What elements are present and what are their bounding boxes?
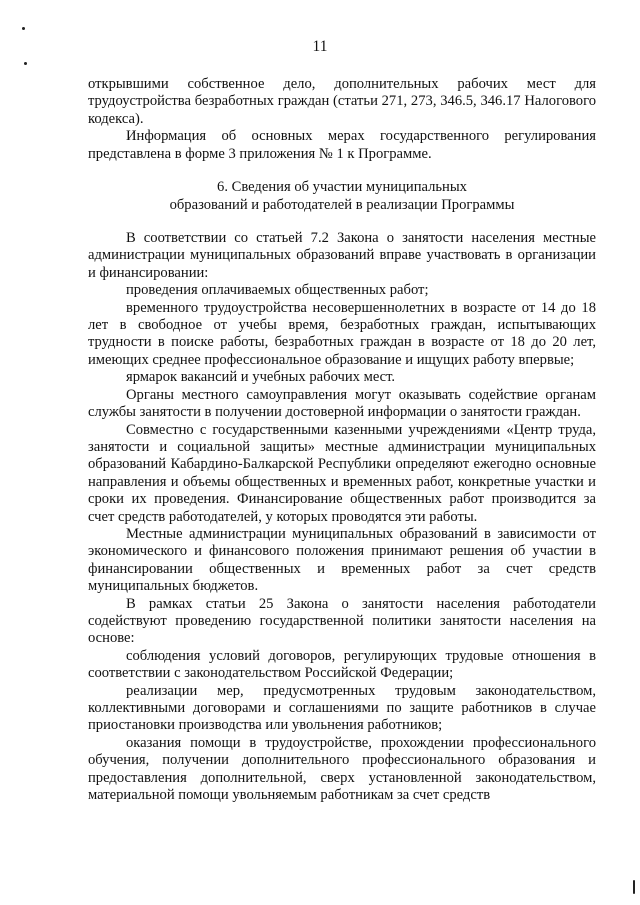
- paragraph: Совместно с государственными казенными учреждениями «Центр труда, занятости и социальной защиты» местные администрации муниципальных образований Кабардино-Балкарской Республики определяют ежегодно основные направления и объемы общественных и временных работ, конкретные участки и сроки их проведения. Финансирование общественных работ производится за счет средств работодателей, у которых проводятся эти работы.: [88, 421, 596, 525]
- paragraph: Информация об основных мерах государственного регулирования представлена в форме 3 приложения № 1 к Программе.: [88, 128, 596, 162]
- list-item: оказания помощи в трудоустройстве, прохождении профессионального обучения, получении дополнительного профессионального образования и предоставления дополнительной, сверх установленной законодательством, материальной помощи увольняемым работникам за счет средств: [88, 734, 596, 804]
- list-item: временного трудоустройства несовершеннолетних в возрасте от 14 до 18 лет в свободное от учебы время, безработных граждан, испытывающих трудности в поиске работы, безработных граждан в возрасте от 18 до 20 лет, имеющих среднее профессиональное образование и ищущих работу впервые;: [88, 299, 596, 368]
- paragraph: Местные администрации муниципальных образований в зависимости от экономического и финансового положения принимают решения об участии в финансировании общественных и временных работ за счет средств муниципальных бюджетов.: [88, 525, 596, 595]
- paragraph: В соответствии со статьей 7.2 Закона о занятости населения местные администрации муниципальных образований вправе участвовать в организации и финансировании:: [88, 230, 596, 281]
- document-body: [88, 76, 596, 804]
- section-heading-line: образований и работодателей в реализации Программы: [169, 197, 515, 214]
- scan-artifact-dot: [24, 62, 27, 65]
- scan-artifact-dot: [22, 27, 25, 30]
- paragraph-continuation: открывшими собственное дело, дополнительных рабочих мест для трудоустройства безработных граждан (статьи 271, 273, 346.5, 346.17 Налогового кодекса).: [88, 76, 596, 127]
- scan-artifact-dot: [633, 880, 635, 894]
- section-heading: [88, 178, 596, 214]
- list-item: проведения оплачиваемых общественных работ;: [126, 282, 429, 299]
- list-item: ярмарок вакансий и учебных рабочих мест.: [126, 369, 396, 386]
- list-item: реализации мер, предусмотренных трудовым законодательством, коллективными договорами и соглашениями по защите работников в случае приостановки производства или увольнения работников;: [88, 682, 596, 734]
- section-heading-line: 6. Сведения об участии муниципальных: [217, 179, 467, 196]
- paragraph: Органы местного самоуправления могут оказывать содействие органам службы занятости в получении достоверной информации о занятости граждан.: [88, 386, 596, 421]
- list-item: соблюдения условий договоров, регулирующих трудовые отношения в соответствии с законодательством Российской Федерации;: [88, 647, 596, 682]
- page-number: 11: [312, 38, 328, 55]
- paragraph: В рамках статьи 25 Закона о занятости населения работодатели содействуют проведению государственной политики занятости населения на основе:: [88, 595, 596, 647]
